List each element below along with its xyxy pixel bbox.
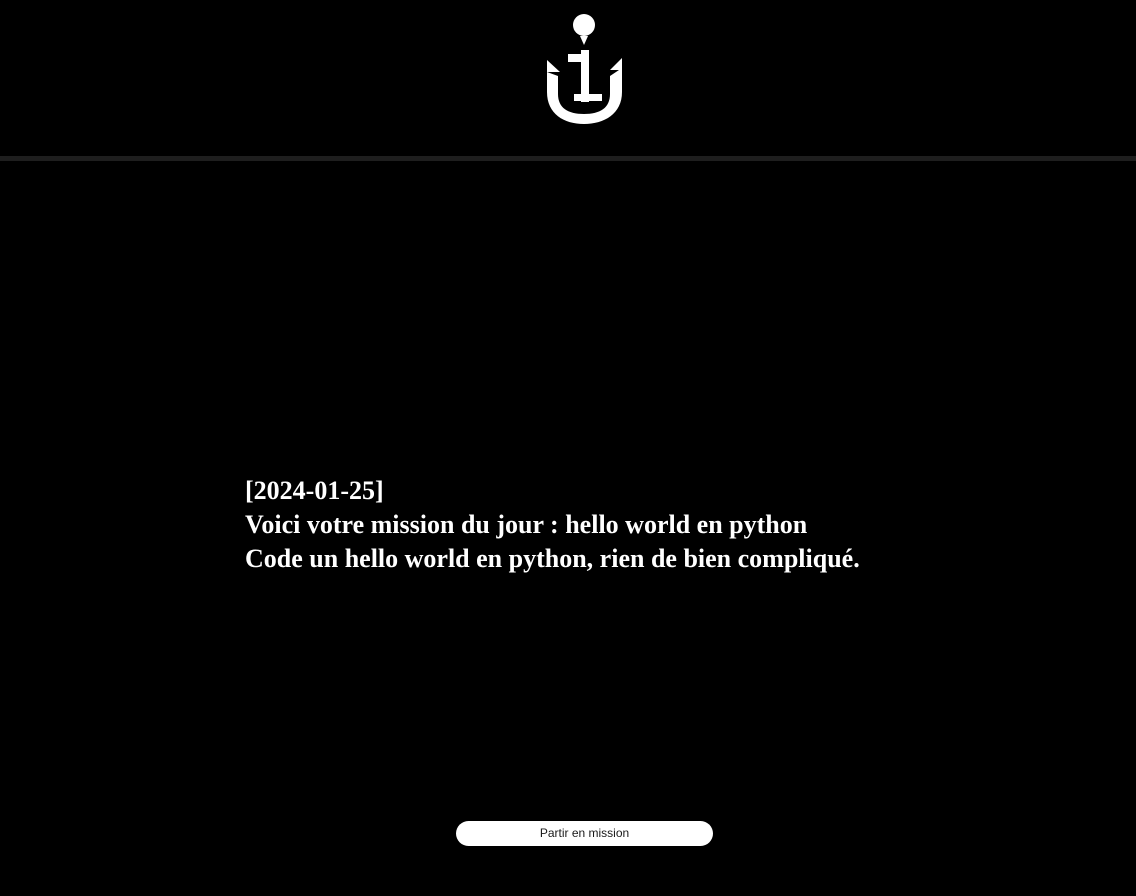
mission-block (245, 474, 1005, 576)
mission-description: Code un hello world en python, rien de bien compliqué. (245, 544, 860, 573)
mission-headline: Voici votre mission du jour : hello world en python (245, 510, 808, 539)
header-divider (0, 156, 1136, 161)
mission-date: [2024-01-25] (245, 476, 384, 505)
header (0, 0, 1136, 156)
start-mission-button[interactable]: Partir en mission (456, 821, 713, 846)
anchor-emblem-icon (544, 12, 626, 128)
